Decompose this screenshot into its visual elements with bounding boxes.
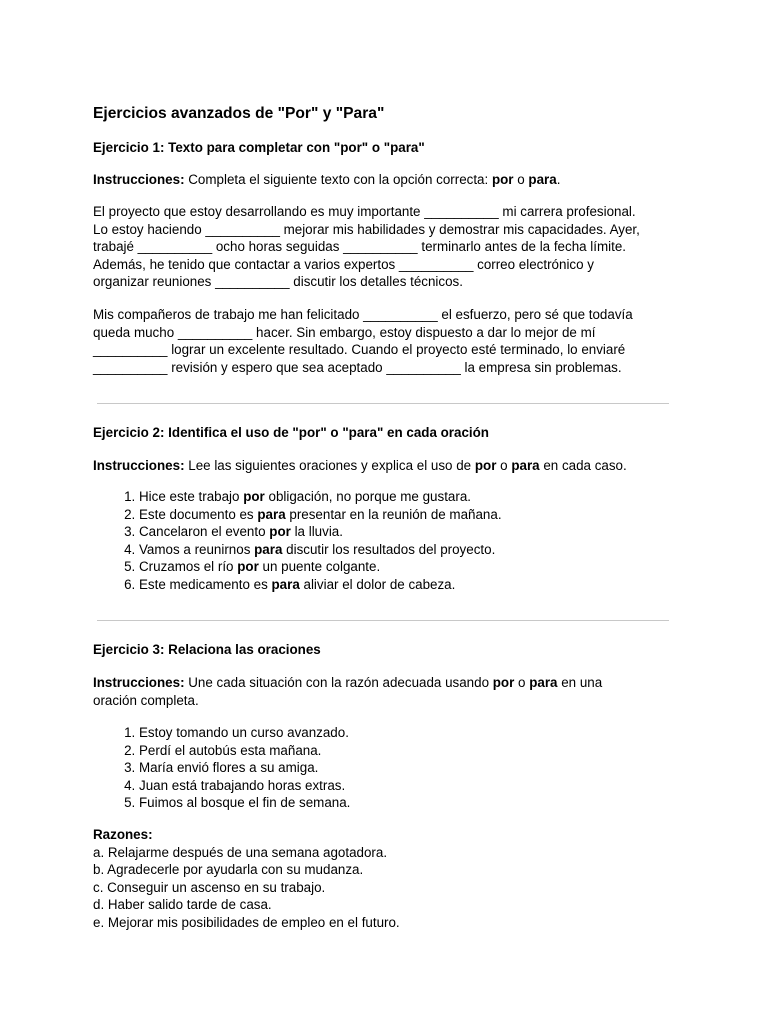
exercise-3-instructions: Instrucciones: Une cada situación con la razón adecuada usando por o para en una oración completa. [93,675,603,708]
text-line: Además, he tenido que contactar a varios expertos __________ correo electrónico y [93,256,594,272]
reason-item: a. Relajarme después de una semana agotadora. [93,844,388,860]
text-line: Lo estoy haciendo __________ mejorar mis habilidades y demostrar mis capacidades. Ayer, [93,221,640,237]
page-title: Ejercicios avanzados de "Por" y "Para" [93,105,385,122]
list-item: 1. Estoy tomando un curso avanzado. [139,724,729,742]
exercise-1-heading: Ejercicio 1: Texto para completar con "por" o "para" [93,140,425,155]
list-item: 6. Este medicamento es para aliviar el dolor de cabeza. [139,576,729,594]
text-line: queda mucho __________ hacer. Sin embargo, estoy dispuesto a dar lo mejor de mí [93,324,596,340]
reason-item: b. Agradecerle por ayudarla con su mudanza. [93,862,364,878]
list-item: 4. Juan está trabajando horas extras. [139,777,729,795]
instructions-label: Instrucciones: [93,458,185,473]
reason-item: c. Conseguir un ascenso en su trabajo. [93,879,326,895]
exercise-2-list [93,488,729,594]
exercise-2-instructions: Instrucciones: Lee las siguientes oraciones y explica el uso de por o para en cada caso. [93,458,627,473]
text-line: trabajé __________ ocho horas seguidas __________ terminarlo antes de la fecha límite. [93,239,627,255]
list-item: 5. Cruzamos el río por un puente colgante. [139,558,729,576]
text-line: __________ lograr un excelente resultado. Cuando el proyecto esté terminado, lo enviaré [93,342,626,358]
instructions-label: Instrucciones: [93,172,185,187]
list-item: 3. Cancelaron el evento por la lluvia. [139,523,729,541]
list-item: 4. Vamos a reunirnos para discutir los resultados del proyecto. [139,541,729,559]
section-divider [97,403,669,404]
list-item: 3. María envió flores a su amiga. [139,759,729,777]
list-item: 5. Fuimos al bosque el fin de semana. [139,794,729,812]
instructions-label: Instrucciones: [93,675,185,690]
reasons-label: Razones: [93,827,153,842]
reason-item: d. Haber salido tarde de casa. [93,897,272,913]
list-item: 1. Hice este trabajo por obligación, no porque me gustara. [139,488,729,506]
list-item: 2. Perdí el autobús esta mañana. [139,742,729,760]
exercise-3-list [93,724,729,812]
text-line: El proyecto que estoy desarrollando es muy importante __________ mi carrera profesional. [93,204,636,219]
exercise-1-paragraph-1 [93,203,683,291]
exercise-1-paragraph-2 [93,306,683,376]
text-line: organizar reuniones __________ discutir los detalles técnicos. [93,274,463,290]
exercise-2-heading: Ejercicio 2: Identifica el uso de "por" o "para" en cada oración [93,425,489,440]
exercise-3-heading: Ejercicio 3: Relaciona las oraciones [93,642,321,657]
text-line: __________ revisión y espero que sea aceptado __________ la empresa sin problemas. [93,359,622,375]
list-item: 2. Este documento es para presentar en la reunión de mañana. [139,506,729,524]
exercise-1-instructions: Instrucciones: Completa el siguiente texto con la opción correcta: por o para. [93,172,561,187]
reasons-block [93,826,683,932]
text-line: Mis compañeros de trabajo me han felicitado __________ el esfuerzo, pero sé que todavía [93,307,633,322]
section-divider [97,620,669,621]
reason-item: e. Mejorar mis posibilidades de empleo en el futuro. [93,914,400,930]
